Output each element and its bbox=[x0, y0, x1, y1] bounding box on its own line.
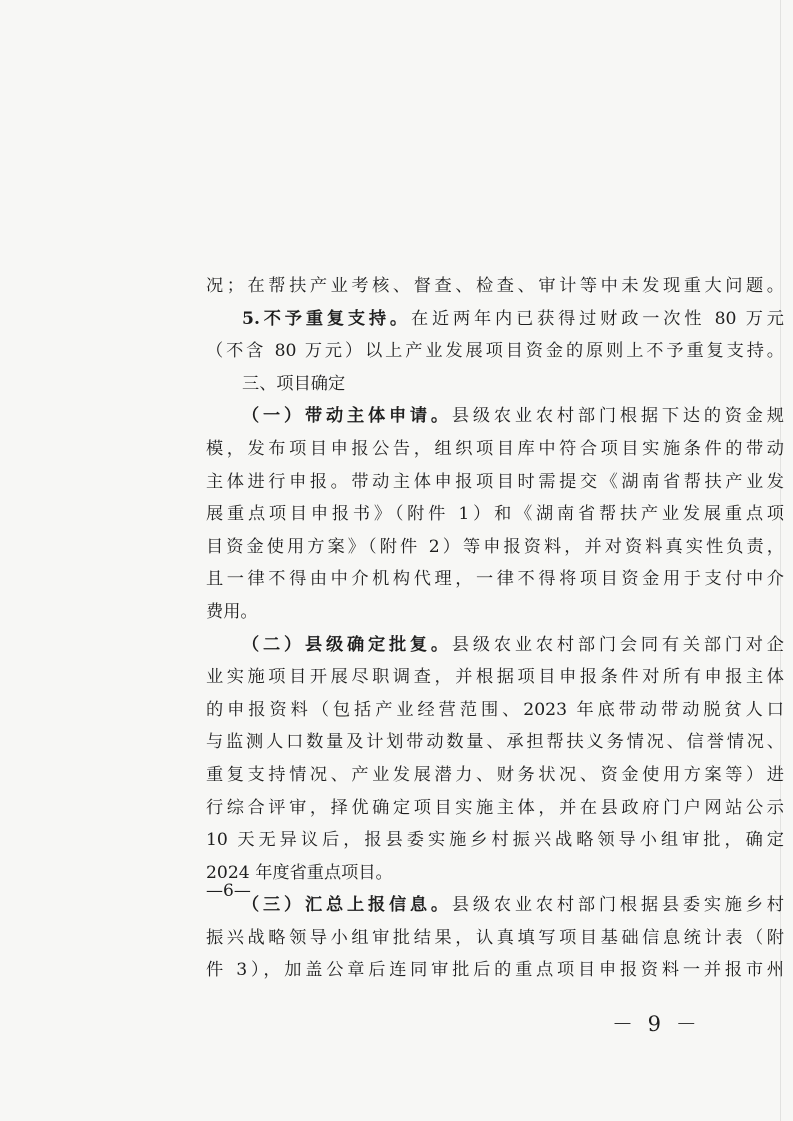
line-text: 与监测人口数量及计划带动数量、承担帮扶义务情况、信誉情况、 bbox=[206, 732, 784, 753]
section-heading bbox=[206, 368, 784, 401]
text-line bbox=[206, 433, 784, 466]
line-text: 县级农业农村部门根据县委实施乡村 bbox=[451, 895, 784, 916]
text-line bbox=[206, 889, 784, 922]
line-text: 况；在帮扶产业考核、督查、检查、审计等中未发现重大问题。 bbox=[206, 276, 784, 296]
line-text: 县级农业农村部门根据下达的资金规 bbox=[451, 406, 784, 427]
line-text: 展重点项目申报书》（附件 1）和《湖南省帮扶产业发展重点项 bbox=[206, 504, 784, 525]
line-text: 2024 年度省重点项目。 bbox=[206, 862, 393, 883]
text-line bbox=[206, 335, 784, 368]
paragraph-lead: （一）带动主体申请。 bbox=[242, 406, 452, 427]
inner-page-number: —6— bbox=[206, 881, 251, 901]
text-line bbox=[206, 498, 784, 531]
text-line bbox=[206, 466, 784, 499]
line-text: 模，发布项目申报公告，组织项目库中符合项目实施条件的带动 bbox=[206, 438, 784, 459]
paragraph-lead: （二）县级确定批复。 bbox=[242, 634, 452, 655]
text-line bbox=[206, 954, 784, 987]
line-text: 振兴战略领导小组审批结果，认真填写项目基础信息统计表（附 bbox=[206, 927, 784, 948]
line-text: 且一律不得由中介机构代理，一律不得将项目资金用于支付中介 bbox=[206, 569, 784, 590]
text-line bbox=[206, 824, 784, 857]
text-line bbox=[206, 629, 784, 662]
text-line bbox=[206, 726, 784, 759]
text-line bbox=[206, 531, 784, 564]
text-line bbox=[206, 922, 784, 955]
text-line bbox=[206, 563, 784, 596]
line-text: 重复支持情况、产业发展潜力、财务状况、资金使用方案等）进 bbox=[206, 764, 784, 785]
line-text: 主体进行申报。带动主体申报项目时需提交《湖南省帮扶产业发 bbox=[206, 471, 784, 492]
text-line bbox=[206, 596, 784, 629]
page-number: － 9 － bbox=[612, 1012, 701, 1036]
line-text: （不含 80 万元）以上产业发展项目资金的原则上不予重复支持。 bbox=[206, 341, 784, 362]
line-text: 业实施项目开展尽职调查，并根据项目申报条件对所有申报主体 bbox=[206, 667, 784, 688]
paragraph-lead: 5.不予重复支持。 bbox=[242, 308, 411, 329]
text-line bbox=[206, 270, 784, 303]
line-text: 行综合评审，择优确定项目实施主体，并在县政府门户网站公示 bbox=[206, 797, 784, 818]
line-text: 县级农业农村部门会同有关部门对企 bbox=[451, 634, 784, 655]
line-text: 在近两年内已获得过财政一次性 80 万元 bbox=[410, 308, 784, 329]
text-line bbox=[206, 694, 784, 727]
document-body bbox=[206, 270, 784, 987]
text-line bbox=[206, 661, 784, 694]
text-line bbox=[206, 400, 784, 433]
line-text: 目资金使用方案》（附件 2）等申报资料，并对资料真实性负责， bbox=[206, 536, 784, 557]
text-line bbox=[206, 303, 784, 336]
text-line bbox=[206, 759, 784, 792]
line-text: 费用。 bbox=[206, 601, 258, 622]
text-line bbox=[206, 857, 784, 890]
text-line bbox=[206, 792, 784, 825]
line-text: 的申报资料（包括产业经营范围、2023 年底带动带动脱贫人口 bbox=[206, 699, 784, 720]
line-text: 三、项目确定 bbox=[242, 373, 346, 394]
line-text: 件 3），加盖公章后连同审批后的重点项目申报资料一并报市州 bbox=[206, 960, 784, 981]
paragraph-lead: （三）汇总上报信息。 bbox=[242, 895, 452, 916]
line-text: 10 天无异议后，报县委实施乡村振兴战略领导小组审批，确定 bbox=[206, 830, 784, 851]
